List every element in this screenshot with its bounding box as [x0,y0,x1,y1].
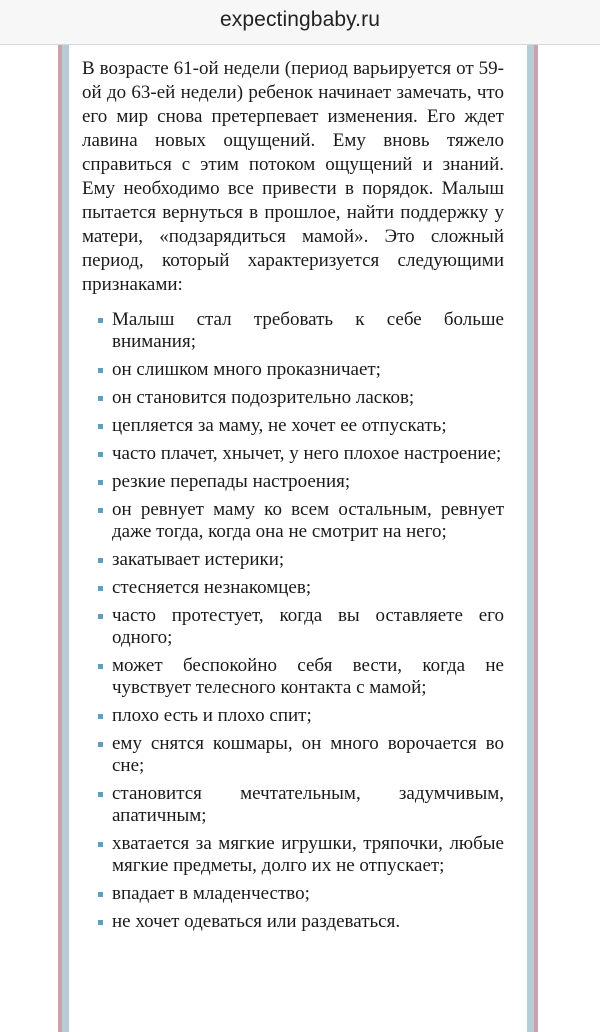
list-item-text: часто протестует, когда вы оставляете его одного; [112,605,504,648]
list-item [82,705,504,727]
article-content [82,57,504,933]
list-item-text: часто плачет, хнычет, у него плохое настроение; [112,443,502,464]
list-item-text: стесняется незнакомцев; [112,577,312,598]
square-bullet-icon [98,318,103,323]
list-item [82,883,504,905]
square-bullet-icon [98,664,103,669]
list-item-text: не хочет одеваться или раздеваться. [112,911,401,932]
signs-list [82,309,504,933]
list-item [82,549,504,571]
list-item-text: цепляется за маму, не хочет ее отпускать; [112,415,447,436]
square-bullet-icon [98,558,103,563]
article-intro-paragraph: В возрасте 61-ой недели (период варьируется от 59-ой до 63-ей недели) ребенок начинает замечать, что его мир снова претерпевает изменения. Его ждет лавина новых ощущений. Ему вновь тяжело справиться с этим потоком ощущений и знаний. Ему необходимо все привести в порядок. Малыш пытается вернуться в прошлое, найти поддержку у матери, «подзарядиться мамой». Это сложный период, который характеризуется следующими признаками: [82,58,504,295]
square-bullet-icon [98,714,103,719]
list-item-text: он становится подозрительно ласков; [112,387,415,408]
square-bullet-icon [98,614,103,619]
square-bullet-icon [98,842,103,847]
list-item [82,655,504,699]
list-item [82,783,504,827]
list-item [82,415,504,437]
list-item [82,387,504,409]
list-item-text: может беспокойно себя вести, когда не чувствует телесного контакта с мамой; [112,655,504,698]
list-item [82,577,504,599]
list-item-text: ему снятся кошмары, он много ворочается во сне; [112,733,504,776]
list-item-text: впадает в младенчество; [112,883,310,904]
list-item-text: он ревнует маму ко всем остальным, ревнует даже тогда, когда она не смотрит на него; [112,499,504,542]
frame-border-right-blue [527,45,534,1032]
square-bullet-icon [98,792,103,797]
frame-border-right-red [534,45,538,1032]
square-bullet-icon [98,424,103,429]
list-item-text: хватается за мягкие игрушки, тряпочки, любые мягкие предметы, долго их не отпускает; [112,833,504,876]
list-item [82,499,504,543]
list-item [82,309,504,353]
square-bullet-icon [98,396,103,401]
square-bullet-icon [98,742,103,747]
square-bullet-icon [98,586,103,591]
square-bullet-icon [98,368,103,373]
list-item [82,911,504,933]
list-item-text: он слишком много проказничает; [112,359,381,380]
list-item-text: становится мечтательным, задумчивым, апатичным; [112,783,504,826]
frame-border-left-blue [62,45,69,1032]
list-item [82,833,504,877]
list-item-text: Малыш стал требовать к себе больше внимания; [112,309,504,352]
square-bullet-icon [98,480,103,485]
square-bullet-icon [98,452,103,457]
list-item-text: резкие перепады настроения; [112,471,351,492]
list-item-text: плохо есть и плохо спит; [112,705,312,726]
address-bar[interactable] [0,0,600,45]
list-item [82,605,504,649]
square-bullet-icon [98,892,103,897]
page-viewport [0,45,600,1032]
list-item [82,733,504,777]
square-bullet-icon [98,920,103,925]
list-item-text: закатывает истерики; [112,549,285,570]
list-item [82,359,504,381]
square-bullet-icon [98,508,103,513]
url-text[interactable]: expectingbaby.ru [220,8,380,31]
list-item [82,471,504,493]
list-item [82,443,504,465]
